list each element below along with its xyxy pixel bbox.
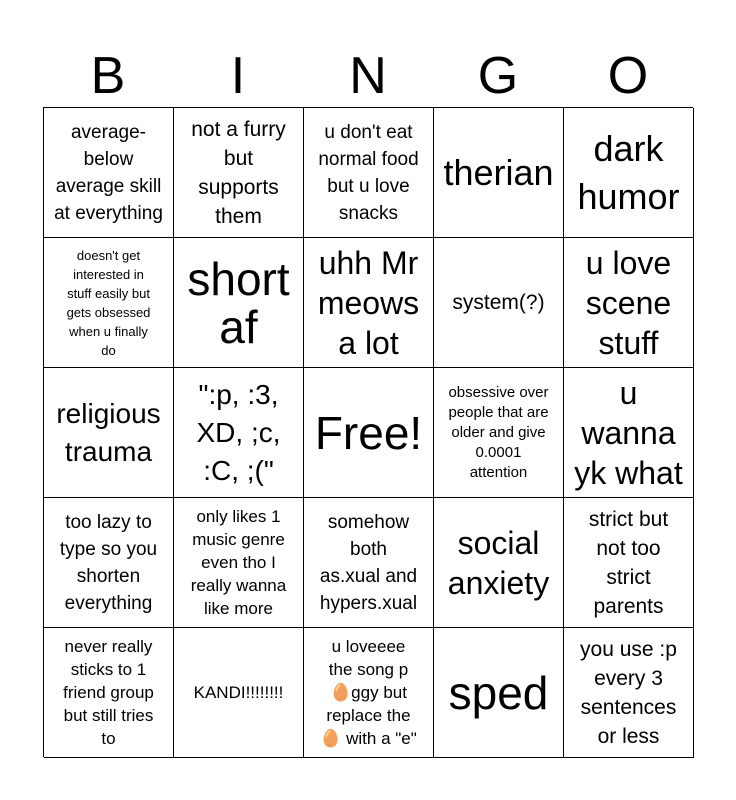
bingo-cell[interactable] <box>304 238 434 368</box>
bingo-cell[interactable] <box>174 628 304 758</box>
bingo-cell[interactable] <box>44 498 174 628</box>
bingo-cell[interactable] <box>434 108 564 238</box>
bingo-cell[interactable] <box>304 108 434 238</box>
cell-text: u love scene stuff <box>585 244 672 361</box>
cell-text: u wanna yk what <box>574 374 683 491</box>
cell-text: you use :p every 3 sentences or less <box>580 637 677 748</box>
header-letter-i: I <box>230 47 246 105</box>
bingo-card-grid <box>43 107 693 757</box>
cell-text: not a furry but supports them <box>191 117 286 228</box>
cell-text: dark humor <box>577 127 680 217</box>
header-letter-g: G <box>477 47 519 105</box>
bingo-cell[interactable] <box>304 498 434 628</box>
bingo-cell[interactable] <box>44 628 174 758</box>
bingo-cell[interactable] <box>434 368 564 498</box>
cell-text: short af <box>187 252 290 353</box>
bingo-cell[interactable] <box>44 108 174 238</box>
cell-text: u don't eat normal food but u love snacks <box>318 121 419 224</box>
cell-text: sped <box>448 666 549 719</box>
bingo-cell[interactable] <box>564 238 694 368</box>
free-space-cell[interactable] <box>304 368 434 498</box>
cell-text: system(?) <box>452 291 545 314</box>
cell-text: obsessive over people that are older and give 0.0001 attention <box>448 383 549 481</box>
header-letter-o: O <box>607 47 649 105</box>
cell-text: u loveeee the song p 🥚ggy but replace the 🥚 with a "e" <box>320 637 417 748</box>
bingo-header <box>43 44 693 108</box>
cell-text: therian <box>443 151 554 193</box>
cell-text: somehow both as.xual and hypers.xual <box>319 511 418 614</box>
bingo-cell[interactable] <box>44 368 174 498</box>
bingo-cell[interactable] <box>434 498 564 628</box>
bingo-cell[interactable] <box>434 238 564 368</box>
bingo-cell[interactable] <box>564 498 694 628</box>
bingo-cell[interactable] <box>174 368 304 498</box>
bingo-cell[interactable] <box>304 628 434 758</box>
cell-text: never really sticks to 1 friend group but still tries to <box>63 637 154 748</box>
bingo-cell[interactable] <box>174 238 304 368</box>
bingo-cell[interactable] <box>174 108 304 238</box>
cell-text: ":p, :3, XD, ;c, :C, ;(" <box>196 378 281 486</box>
cell-text: Free! <box>314 406 423 459</box>
cell-text: strict but not too strict parents <box>588 507 669 618</box>
header-letter-n: N <box>349 47 387 105</box>
bingo-cell[interactable] <box>44 238 174 368</box>
cell-text: too lazy to type so you shorten everything <box>59 511 158 614</box>
cell-text: doesn't get interested in stuff easily but gets obsessed when u finally do <box>66 247 151 358</box>
bingo-cell[interactable] <box>174 498 304 628</box>
cell-text: religious trauma <box>56 397 161 467</box>
bingo-cell[interactable] <box>564 628 694 758</box>
cell-text: uhh Mr meows a lot <box>317 244 420 361</box>
cell-text: average- below average skill at everything <box>54 121 163 224</box>
bingo-cell[interactable] <box>564 368 694 498</box>
bingo-cell[interactable] <box>434 628 564 758</box>
bingo-cell[interactable] <box>564 108 694 238</box>
header-letter-b: B <box>90 47 126 105</box>
cell-text: KANDI!!!!!!!! <box>193 683 284 702</box>
cell-text: social anxiety <box>447 524 550 601</box>
cell-text: only likes 1 music genre even tho I really wanna like more <box>190 507 287 618</box>
